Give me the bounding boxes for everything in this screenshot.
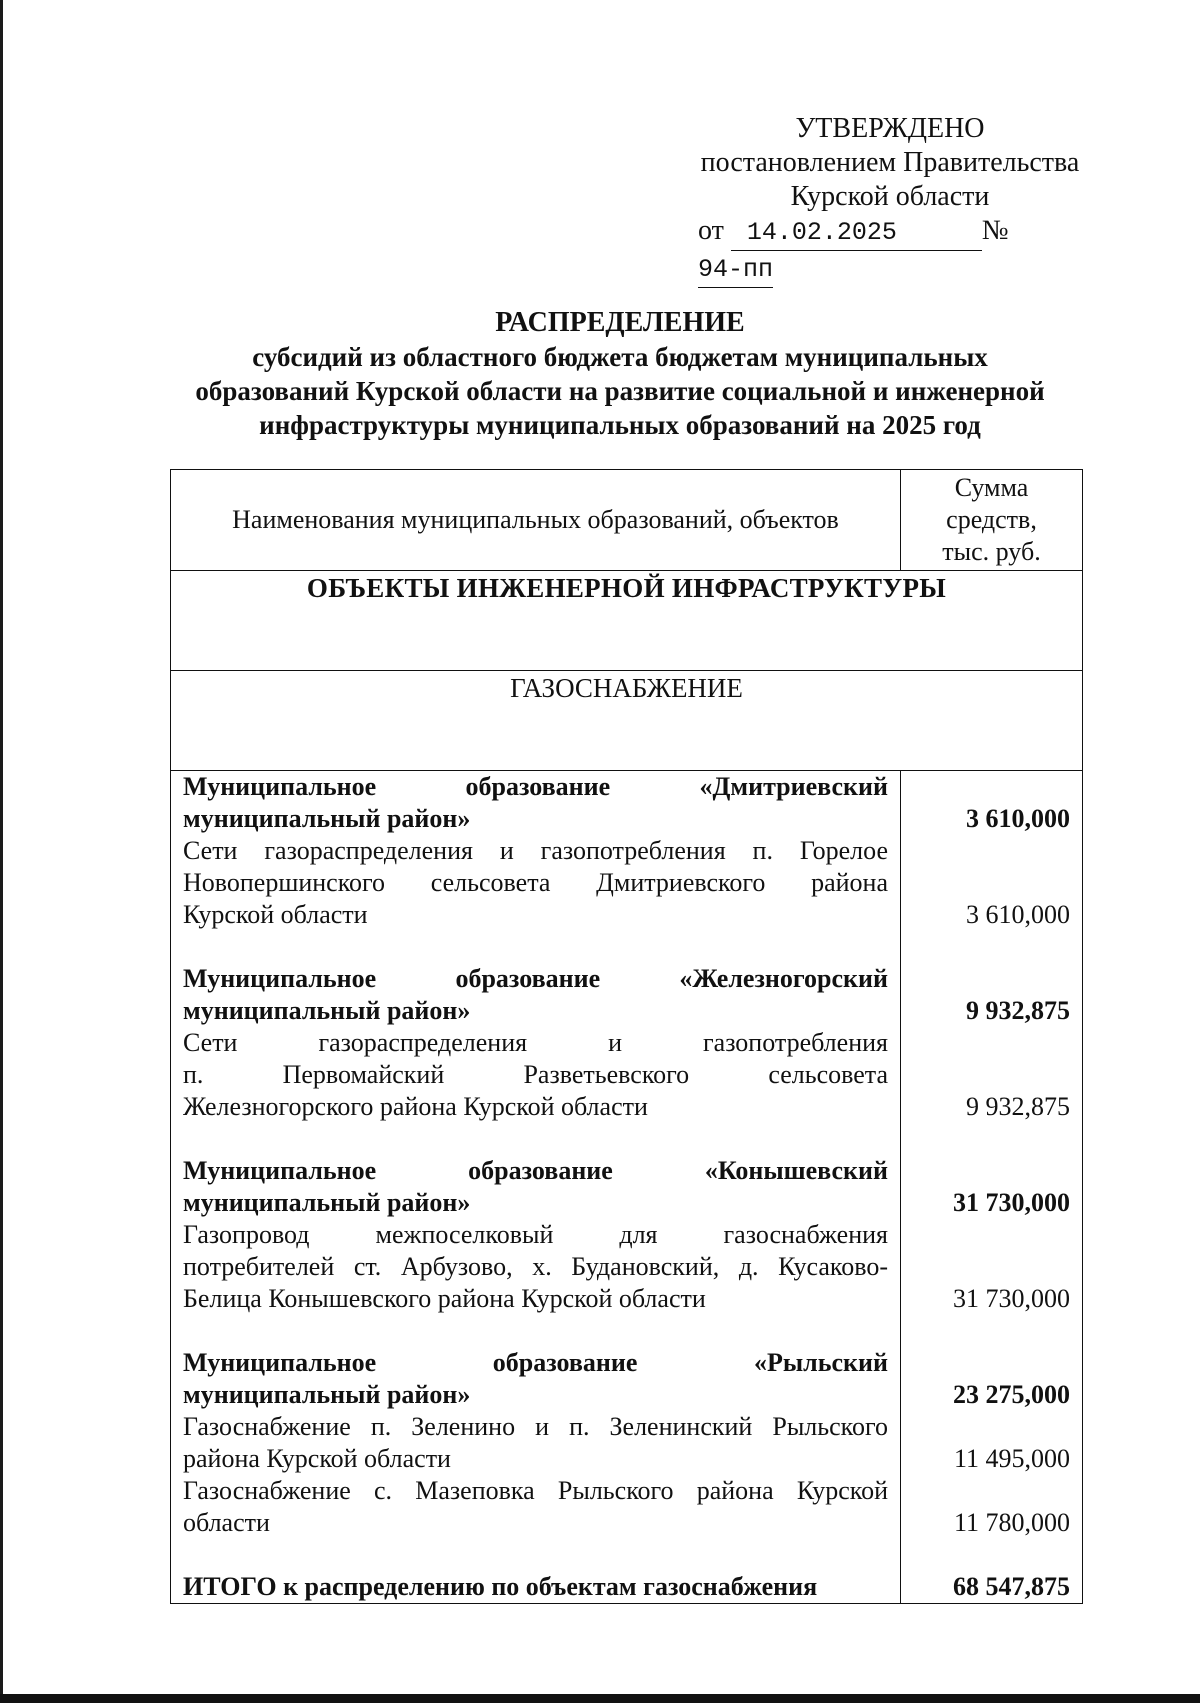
document-subtitle-line-1: субсидий из областного бюджета бюджетам муниципальных (252, 342, 988, 372)
total-label: ИТОГО к распределению по объектам газоснабжения (183, 1572, 818, 1601)
section-row (171, 571, 1083, 671)
object-line: Белица Конышевского района Курской области (183, 1284, 706, 1313)
approval-line-2: Курской области (790, 181, 990, 212)
group-name-line-2: муниципальный район» (183, 804, 471, 833)
group-name-line-1: Муниципальное образование «Конышевский (183, 1156, 888, 1185)
subsection-row (171, 671, 1083, 771)
group-name-line-2: муниципальный район» (183, 1380, 471, 1409)
approval-line-1: постановлением Правительства (700, 147, 1080, 178)
approval-date-line (690, 214, 1090, 288)
object-amount: 3 610,000 (966, 900, 1070, 929)
from-label: от (698, 215, 724, 246)
number-label: № (981, 215, 1009, 246)
group-total: 9 932,875 (966, 996, 1070, 1025)
sums-cell (901, 771, 1083, 1604)
names-cell (171, 771, 901, 1604)
header-name: Наименования муниципальных образований, объектов (171, 470, 901, 571)
approval-stamp (690, 112, 1090, 288)
object-amount: 11 780,000 (953, 1508, 1070, 1537)
object-line: Газоснабжение п. Зеленино и п. Зеленинский Рыльского (183, 1412, 888, 1441)
object-amount: 9 932,875 (966, 1092, 1070, 1121)
object-line: района Курской области (183, 1444, 451, 1473)
approval-date: 14.02.2025 (731, 216, 982, 251)
object-line: Курской области (183, 900, 368, 929)
total-value: 68 547,875 (953, 1572, 1070, 1601)
group-total: 23 275,000 (953, 1380, 1070, 1409)
group-name-line-1: Муниципальное образование «Дмитриевский (183, 772, 888, 801)
document-title-block (160, 306, 1080, 442)
approval-number: 94-пп (698, 253, 773, 288)
distribution-table (170, 469, 1083, 1604)
group-total: 31 730,000 (953, 1188, 1070, 1217)
object-line: п. Первомайский Разветьевского сельсовета (183, 1060, 888, 1089)
header-sum-line-2: средств, (946, 505, 1037, 534)
table-row (171, 771, 1083, 1604)
object-line: Сети газораспределения и газопотребления (183, 1028, 888, 1057)
object-amount: 11 495,000 (953, 1444, 1070, 1473)
scan-bottom-edge (0, 1694, 1200, 1703)
object-line: потребителей ст. Арбузово, х. Будановский, д. Кусаково- (183, 1252, 888, 1281)
document-title: РАСПРЕДЕЛЕНИЕ (495, 307, 745, 338)
object-amount: 31 730,000 (953, 1284, 1070, 1313)
object-line: Новопершинского сельсовета Дмитриевского района (183, 868, 888, 897)
scan-left-edge (0, 0, 3, 1703)
document-subtitle-line-2: образований Курской области на развитие социальной и инженерной (195, 376, 1045, 406)
header-sum-line-3: тыс. руб. (942, 537, 1041, 566)
group-total: 3 610,000 (966, 804, 1070, 833)
subsection-title: ГАЗОСНАБЖЕНИЕ (171, 671, 1083, 771)
document-subtitle-line-3: инфраструктуры муниципальных образований на 2025 год (259, 410, 981, 440)
object-line: Железногорского района Курской области (183, 1092, 648, 1121)
header-sum-line-1: Сумма (954, 473, 1029, 502)
object-line: Газопровод межпоселковый для газоснабжения (183, 1220, 888, 1249)
object-line: Газоснабжение с. Мазеповка Рыльского района Курской (183, 1476, 888, 1505)
object-line: области (183, 1508, 270, 1537)
group-name-line-2: муниципальный район» (183, 1188, 471, 1217)
object-line: Сети газораспределения и газопотребления п. Горелое (183, 836, 888, 865)
section-title: ОБЪЕКТЫ ИНЖЕНЕРНОЙ ИНФРАСТРУКТУРЫ (171, 571, 1083, 671)
group-name-line-1: Муниципальное образование «Рыльский (183, 1348, 888, 1377)
approval-title: УТВЕРЖДЕНО (795, 113, 985, 144)
header-sum (901, 470, 1083, 571)
group-name-line-2: муниципальный район» (183, 996, 471, 1025)
table-header-row (171, 470, 1083, 571)
group-name-line-1: Муниципальное образование «Железногорский (183, 964, 888, 993)
